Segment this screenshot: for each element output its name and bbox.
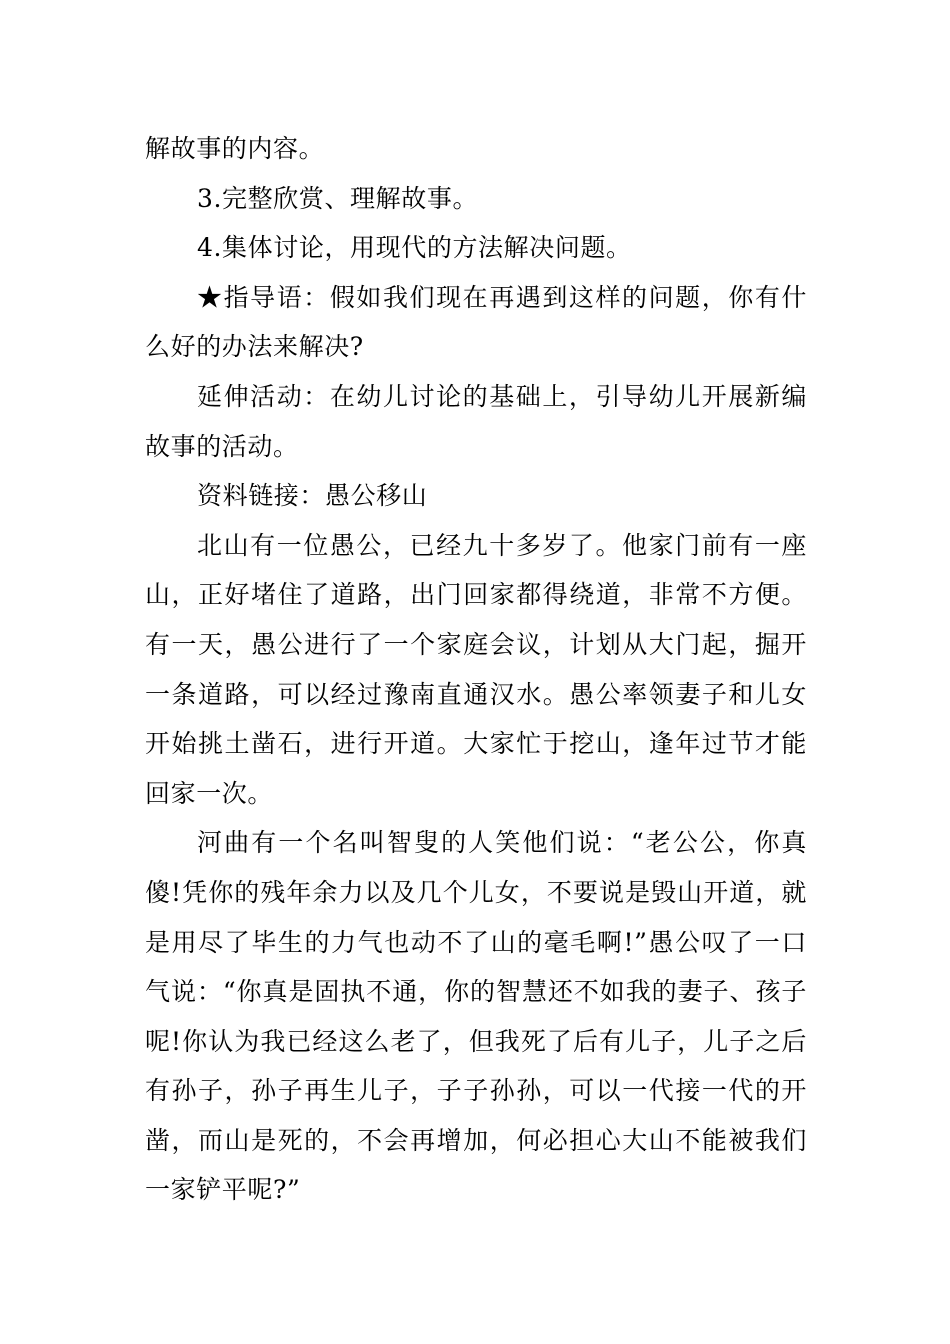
paragraph-extension-activity: 延伸活动：在幼儿讨论的基础上，引导幼儿开展新编故事的活动。 (145, 381, 807, 461)
paragraph-story-part-1: 北山有一位愚公，已经九十多岁了。他家门前有一座山，正好堵住了道路，出门回家都得绕道，非常不方便。有一天，愚公进行了一个家庭会议，计划从大门起，掘开一条道路，可以经过豫南直通汉水。愚公率领妻子和儿女开始挑土凿石，进行开道。大家忙于挖山，逢年过节才能回家一次。 (145, 530, 807, 808)
paragraph-continuation: 解故事的内容。 (145, 134, 325, 163)
paragraph-story-part-2: 河曲有一个名叫智叟的人笑他们说：“老公公，你真傻!凭你的残年余力以及几个儿女，不要说是毁山开道，就是用尽了毕生的力气也动不了山的毫毛啊!”愚公叹了一口气说：“你真是固执不通，你的智慧还不如我的妻子、孩子呢!你认为我已经这么老了，但我死了后有儿子，儿子之后有孙子，孙子再生儿子，子子孙孙，可以一代接一代的开凿，而山是死的，不会再增加，何必担心大山不能被我们一家铲平呢?” (145, 828, 807, 1205)
paragraph-step-3: 3.完整欣赏、理解故事。 (197, 183, 479, 213)
paragraph-guidance: ★指导语：假如我们现在再遇到这样的问题，你有什么好的办法来解决? (145, 282, 807, 362)
paragraph-resource-link: 资料链接：愚公移山 (197, 481, 428, 511)
document-body (145, 124, 807, 1215)
paragraph-step-4: 4.集体讨论，用现代的方法解决问题。 (197, 233, 632, 263)
